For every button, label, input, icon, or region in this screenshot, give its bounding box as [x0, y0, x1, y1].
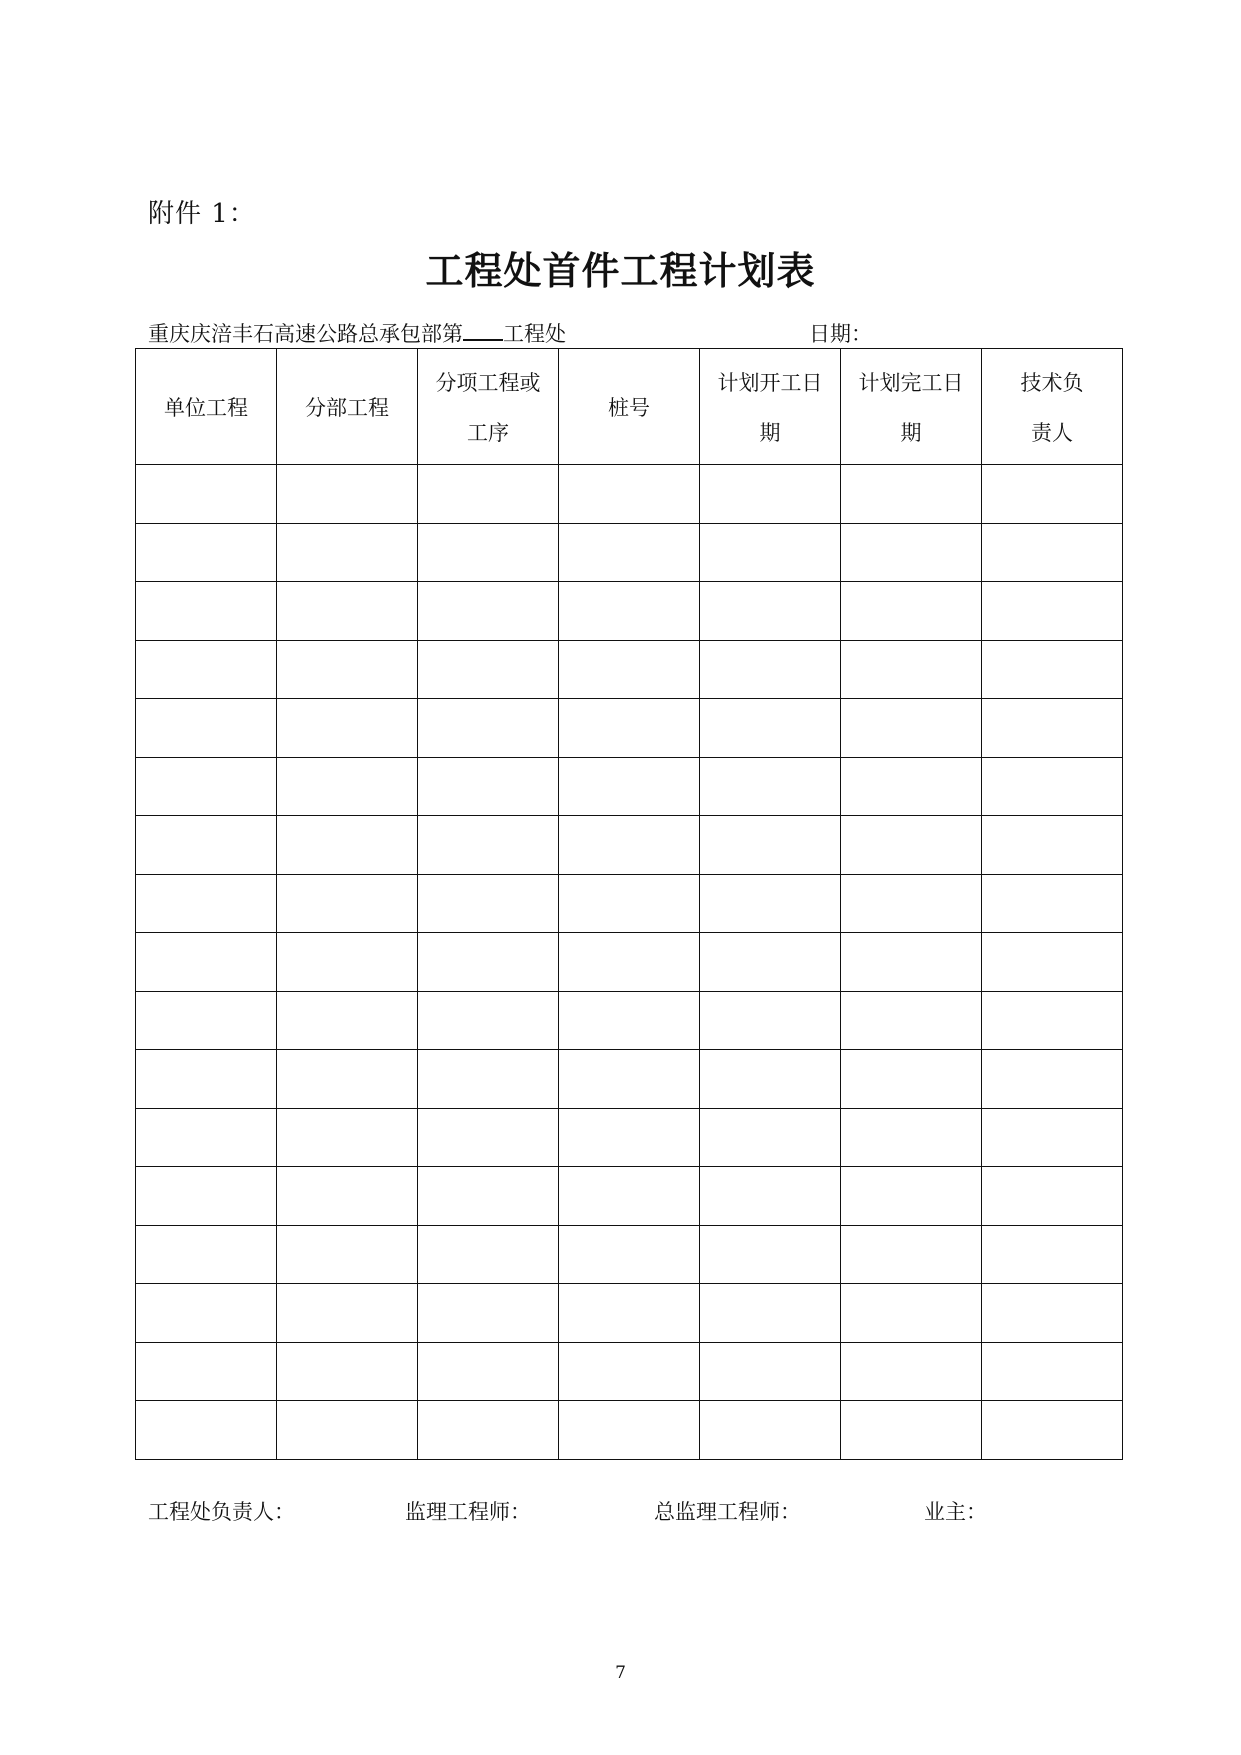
table-cell[interactable]	[277, 991, 418, 1050]
table-row	[136, 582, 1123, 641]
header-technical-lead: 技术负 责人	[982, 349, 1123, 465]
table-cell[interactable]	[982, 1225, 1123, 1284]
table-cell[interactable]	[136, 465, 277, 524]
table-cell[interactable]	[136, 1284, 277, 1343]
table-cell[interactable]	[418, 699, 559, 758]
table-cell[interactable]	[136, 1050, 277, 1109]
table-cell[interactable]	[136, 1342, 277, 1401]
table-row	[136, 757, 1123, 816]
table-cell[interactable]	[418, 1050, 559, 1109]
table-cell[interactable]	[418, 1167, 559, 1226]
table-cell[interactable]	[559, 582, 700, 641]
table-cell[interactable]	[700, 757, 841, 816]
table-cell[interactable]	[277, 1108, 418, 1167]
table-cell[interactable]	[559, 699, 700, 758]
header-division-project: 分部工程	[277, 349, 418, 465]
table-row	[136, 1225, 1123, 1284]
table-cell[interactable]	[277, 757, 418, 816]
table-cell[interactable]	[841, 640, 982, 699]
plan-table	[135, 348, 1123, 1460]
table-cell[interactable]	[982, 1342, 1123, 1401]
table-cell[interactable]	[277, 1401, 418, 1460]
table-row	[136, 1342, 1123, 1401]
table-cell[interactable]	[418, 1225, 559, 1284]
table-row	[136, 816, 1123, 875]
table-cell[interactable]	[277, 1284, 418, 1343]
office-head-label: 工程处负责人：	[148, 1500, 295, 1524]
table-cell[interactable]	[277, 1167, 418, 1226]
table-cell[interactable]	[700, 1401, 841, 1460]
table-cell[interactable]	[418, 1342, 559, 1401]
table-cell[interactable]	[982, 582, 1123, 641]
table-cell[interactable]	[136, 757, 277, 816]
table-cell[interactable]	[841, 874, 982, 933]
table-cell[interactable]	[559, 933, 700, 992]
table-cell[interactable]	[700, 816, 841, 875]
table-cell[interactable]	[700, 1225, 841, 1284]
table-cell[interactable]	[982, 1401, 1123, 1460]
table-cell[interactable]	[982, 699, 1123, 758]
table-cell[interactable]	[700, 1108, 841, 1167]
table-cell[interactable]	[559, 1225, 700, 1284]
table-row	[136, 465, 1123, 524]
table-cell[interactable]	[136, 1108, 277, 1167]
table-cell[interactable]	[277, 465, 418, 524]
table-cell[interactable]	[841, 816, 982, 875]
table-row	[136, 640, 1123, 699]
table-cell[interactable]	[277, 523, 418, 582]
annex-label: 附件 1：	[148, 199, 256, 229]
table-cell[interactable]	[841, 1342, 982, 1401]
table-cell[interactable]	[841, 933, 982, 992]
table-cell[interactable]	[559, 991, 700, 1050]
table-cell[interactable]	[982, 465, 1123, 524]
table-cell[interactable]	[982, 1284, 1123, 1343]
table-cell[interactable]	[982, 757, 1123, 816]
table-cell[interactable]	[136, 582, 277, 641]
table-cell[interactable]	[136, 699, 277, 758]
table-cell[interactable]	[841, 1401, 982, 1460]
table-cell[interactable]	[700, 933, 841, 992]
table-cell[interactable]	[841, 1167, 982, 1226]
table-cell[interactable]	[841, 523, 982, 582]
table-row	[136, 523, 1123, 582]
table-cell[interactable]	[700, 991, 841, 1050]
table-cell[interactable]	[136, 991, 277, 1050]
table-cell[interactable]	[418, 874, 559, 933]
table-cell[interactable]	[559, 465, 700, 524]
table-cell[interactable]	[277, 874, 418, 933]
table-cell[interactable]	[982, 874, 1123, 933]
table-cell[interactable]	[700, 699, 841, 758]
table-cell[interactable]	[982, 816, 1123, 875]
table-row	[136, 1167, 1123, 1226]
table-row	[136, 933, 1123, 992]
table-cell[interactable]	[841, 699, 982, 758]
table-row	[136, 1284, 1123, 1343]
table-cell[interactable]	[559, 1342, 700, 1401]
table-cell[interactable]	[418, 640, 559, 699]
table-row	[136, 699, 1123, 758]
table-cell[interactable]	[418, 1108, 559, 1167]
table-cell[interactable]	[700, 874, 841, 933]
table-cell[interactable]	[982, 991, 1123, 1050]
table-cell[interactable]	[982, 1167, 1123, 1226]
table-cell[interactable]	[277, 816, 418, 875]
table-cell[interactable]	[700, 523, 841, 582]
table-cell[interactable]	[700, 1167, 841, 1226]
table-cell[interactable]	[559, 1167, 700, 1226]
table-cell[interactable]	[700, 582, 841, 641]
table-cell[interactable]	[559, 1108, 700, 1167]
department-prefix: 重庆庆涪丰石高速公路总承包部第	[148, 322, 463, 346]
table-cell[interactable]	[700, 1050, 841, 1109]
header-unit-project: 单位工程	[136, 349, 277, 465]
table-cell[interactable]	[559, 874, 700, 933]
table-cell[interactable]	[136, 874, 277, 933]
table-cell[interactable]	[841, 582, 982, 641]
table-cell[interactable]	[982, 1108, 1123, 1167]
header-subitem-or-process: 分项工程或 工序	[418, 349, 559, 465]
table-cell[interactable]	[418, 816, 559, 875]
table-row	[136, 874, 1123, 933]
table-cell[interactable]	[418, 1401, 559, 1460]
table-cell[interactable]	[418, 757, 559, 816]
table-cell[interactable]	[559, 816, 700, 875]
table-cell[interactable]	[136, 1167, 277, 1226]
table-cell[interactable]	[559, 1050, 700, 1109]
table-cell[interactable]	[700, 1342, 841, 1401]
table-cell[interactable]	[841, 1284, 982, 1343]
page-title: 工程处首件工程计划表	[425, 248, 816, 293]
header-planned-finish-date: 计划完工日 期	[841, 349, 982, 465]
table-cell[interactable]	[418, 933, 559, 992]
owner-label: 业主：	[924, 1500, 987, 1524]
table-cell[interactable]	[700, 640, 841, 699]
table-cell[interactable]	[982, 933, 1123, 992]
header-planned-start-date: 计划开工日 期	[700, 349, 841, 465]
table-cell[interactable]	[277, 1342, 418, 1401]
table-cell[interactable]	[841, 1108, 982, 1167]
table-cell[interactable]	[559, 1401, 700, 1460]
table-cell[interactable]	[136, 1401, 277, 1460]
table-cell[interactable]	[559, 523, 700, 582]
table-row	[136, 1401, 1123, 1460]
table-cell[interactable]	[277, 933, 418, 992]
table-cell[interactable]	[841, 757, 982, 816]
table-cell[interactable]	[700, 465, 841, 524]
table-cell[interactable]	[841, 1050, 982, 1109]
table-cell[interactable]	[982, 1050, 1123, 1109]
table-cell[interactable]	[136, 933, 277, 992]
table-cell[interactable]	[277, 582, 418, 641]
table-cell[interactable]	[982, 523, 1123, 582]
table-cell[interactable]	[418, 991, 559, 1050]
table-cell[interactable]	[559, 640, 700, 699]
table-cell[interactable]	[841, 991, 982, 1050]
chief-supervisor-label: 总监理工程师：	[654, 1500, 801, 1524]
supervisor-label: 监理工程师：	[405, 1500, 531, 1524]
table-cell[interactable]	[136, 1225, 277, 1284]
table-cell[interactable]	[559, 757, 700, 816]
table-cell[interactable]	[559, 1284, 700, 1343]
table-row	[136, 1108, 1123, 1167]
date-label: 日期：	[809, 322, 872, 346]
table-cell[interactable]	[700, 1284, 841, 1343]
table-cell[interactable]	[841, 1225, 982, 1284]
table-row	[136, 1050, 1123, 1109]
header-station: 桩号	[559, 349, 700, 465]
department-line	[148, 318, 566, 348]
table-row	[136, 991, 1123, 1050]
table-cell[interactable]	[277, 640, 418, 699]
header-row	[136, 349, 1123, 465]
table-cell[interactable]	[277, 1050, 418, 1109]
plan-table-body	[136, 465, 1123, 1460]
table-cell[interactable]	[418, 465, 559, 524]
table-cell[interactable]	[982, 640, 1123, 699]
table-cell[interactable]	[418, 582, 559, 641]
table-cell[interactable]	[136, 816, 277, 875]
table-cell[interactable]	[418, 1284, 559, 1343]
table-cell[interactable]	[277, 699, 418, 758]
table-cell[interactable]	[136, 523, 277, 582]
page-number: 7	[615, 1663, 626, 1683]
table-cell[interactable]	[136, 640, 277, 699]
table-cell[interactable]	[277, 1225, 418, 1284]
office-number-blank[interactable]	[463, 319, 503, 341]
table-cell[interactable]	[418, 523, 559, 582]
department-suffix: 工程处	[503, 322, 566, 346]
table-cell[interactable]	[841, 465, 982, 524]
